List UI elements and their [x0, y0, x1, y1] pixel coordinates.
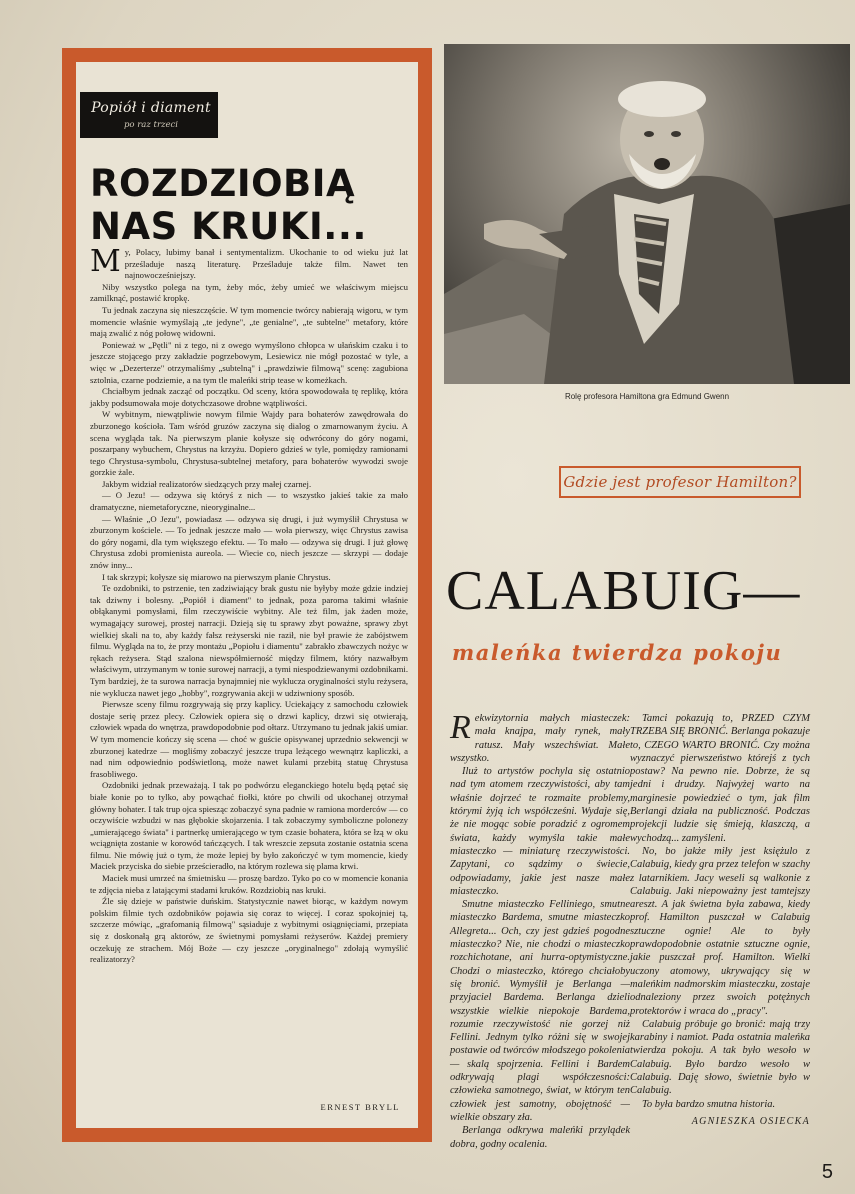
left-paragraph: Pierwsze sceny filmu rozgrywają się przy kaplicy. Uciekający z samochodu człowiek dostaje serię przez plecy. Człowiek opiera się o drzwi kaplicy, drzwi się otwierają, człowiek wpada do wnętrza, prawdopodobnie pod ołtarz. Utrzymano tu jednak jakiś umiar. W tym momencie kończy się scena — choć w guście opisywanej uprzednio sekwencji w zburzonej katedrze — mogliśmy zobaczyć jeszcze trupa leżącego wewnątrz kapliczki, a nad nim odpowiednio podświetloną, może nawet kulami przebitą statuę Chrystusa frasobliwego. [90, 699, 408, 779]
article-subtitle: maleńka twierdza pokoju [452, 640, 783, 665]
photo-caption: Rolę profesora Hamiltona gra Edmund Gwenn [564, 392, 730, 401]
right-column-2 [630, 712, 810, 1128]
portrait-illustration [444, 44, 850, 384]
article-tagline: Gdzie jest profesor Hamilton? [563, 473, 797, 491]
page-number: 5 [821, 1161, 833, 1183]
left-paragraph: Ponieważ w „Pętli" ni z tego, ni z owego wymyślono chłopca w ułańskim czaku i to jeszcze stojącego przy zakładzie pogrzebowym, Lesiewicz nie mógł pozostać w tyle, a więc w „Dezerterze" otrzymaliśmy „subtelną" i „prawdziwie filmową" scenę: zagubiona sztolnia, czarne podziemie, a na tym tle maleńki strip tease w komeżkach. [90, 339, 408, 385]
film-still-photo [444, 44, 850, 384]
article-title: CALABUIG— [446, 560, 801, 622]
drop-cap: M [90, 244, 121, 279]
left-paragraph: Te ozdobniki, to pstrzenie, ten zadziwiający brak gustu nie byłyby może gdzie indziej tak dziwny i bolesny. „Popiół i diament" to jednak, poza paroma takimi właśnie obłąkanymi pomysłami, film rzeczywiście wybitny. Ale też film, jak żaden może, wymagający surowej, prostej narracji. Dzieją się tu sprawy zbyt poważne, sprawy zbyt wielkiej skali na to, aby każdy fałsz reżyserski nie raził, nie był prawie że zabójstwem filmu. Wygląda na to, że przy montażu „Popiołu i diamentu" zabrakło zbawczych nożyc w rękach reżysera. Stąd szalona niewspółmierność między filmem, który nazwałbym właściwym, utrzymanym w tonie surowej narracji, a tymi niespodziewanymi ozdobnikami. Tym bardziej, że ta surowa narracja bynajmniej nie wyklucza oryginalności stylu reżysera, nie wyklucza nawet jego „hobby", rozgrywania akcji w udziwniony sposób. [90, 583, 408, 698]
left-article [76, 62, 418, 1128]
right-paragraph: No, bo jakże miły jest księżulo z Calabuig, kiedy gra przez telefon w szachy z latarnikiem. Jacy weseli są walkonie z Calabuig. Jaki niepoważny jest tamtejszy areszt. A jak świetna była zabawa, kiedy prof. Hamilton puszczał w Calabuig sztuczne ognie! Ale to były prawdopodobnie ostatnie sztuczne ognie, jakie puszczał prof. Hamilton. Wielki uczony atomowy, ukrywający się w maleńkim nadmorskim miasteczku, zostaje odnaleziony przez swoich potężnych protektorów i wraca do „pracy". [630, 845, 810, 1017]
right-paragraph: Tamci pokazują to, PRZED CZYM TRZEBA SIĘ BRONIĆ. Berlanga pokazuje to, CZEGO WARTO BRONIĆ. Czy można wyznaczyć pierwszeństwo którejś z tych postaw? Na pewno nie. Dobrze, że są jedni i drudzy. Najwyżej warto na marginesie powiedzieć o tym, jak film Berlangi działa na publiczność. Podczas projekcji ludzie się śmieją, klaszczą, a wychodzą... zamyśleni. [630, 713, 810, 844]
left-paragraph: Chciałbym jednak zacząć od początku. Od sceny, która spowodowała tę replikę, która jakby podsumowała moje dotychczasowe drobne wątpliwości. [90, 386, 408, 408]
left-paragraph: — Właśnie „O Jezu", powiadasz — odzywa się drugi, i już wymyślił Chrystusa w zburzonym kościele. — To jednak jeszcze mało — woła pierwszy, więc Chrystus zawisa do góry nogami, dla tym większego efektu. — To mało — odzywa się drugi. I już głowę Chrystusa zdobi promienista aureola. — Wiecie co, niech jeszcze — skrzypi — dodaje znów inny... [90, 513, 408, 571]
series-kicker [80, 92, 218, 138]
right-paragraph: Iluż to artystów pochyla się ostatnio nad tym atomem rzeczywistości, aby tam właśnie dojrzeć te rozmaite problemy, którymi żyją ich współcześni. Wydaje się, że nie mogąc sobie poradzić z ogromem świata, każdy wymyśla takie małe miasteczko — miniaturę rzeczywistości. Zapytani, co sądzimy o świecie, odpowiadamy, jakie jest nasze małe miasteczko. [450, 766, 630, 897]
left-first-paragraph: y, Polacy, lubimy banał i sentymentalizm. Ukochanie to od wieku już lat prześladuje naszą literaturę. Prześladuje także film. Nawet ten najnowocześniejszy. [124, 247, 408, 281]
left-paragraph: I tak skrzypi; kołysze się miarowo na pierwszym planie Chrystus. [102, 571, 331, 582]
left-paragraph: Maciek musi umrzeć na śmietnisku — proszę bardzo. Tyko po co w momencie konania te zdjęcia nieba z latającymi stadami kruków. Rozdziobią nas kruki. [90, 873, 408, 895]
right-signature: AGNIESZKA OSIECKA [691, 1115, 810, 1127]
right-paragraph: Smutne miasteczko Felliniego, smutne miasteczko Bardema, smutne miasteczko Allegreta... Och, czy jest gdzieś pogodne miasteczko? Nie, nie chodzi o miasteczko rozchichotane, ani hurra-optymistyczne. Chodzi o miasteczko, którego chciałoby się bronić. Wymyślił je Berlanga — przyjaciel Bardema. Berlanga dzieli wszystkie wielkie niepokoje Bardema, rozumie rzeczywistość nie gorzej niż Fellini. Jednym tylko różni się w swojej postawie od twórców młodszego pokolenia — skalą spojrzenia. Fellini i Bardem odkrywają plagi współczesności: człowieka samotnego, świat, w którym ten człowiek jest samotny, obojętność — wielkie obszary zła. [450, 899, 630, 1123]
right-paragraph: Calabuig próbuje go bronić: mają trzy karabiny i namiot. Pada ostatnia maleńka twierdza pokoju. A tak było wesoło w Calabuig. Było bardzo wesoło w Calabuig. Daję słowo, świetnie było w Calabuig. [630, 1018, 810, 1097]
left-paragraph: — O Jezu! — odzywa się któryś z nich — to wszystko jakieś takie za mało dramatyczne, niemetaforyczne, nieoryginalne... [90, 490, 408, 513]
right-paragraph: To była bardzo smutna historia. [642, 1098, 776, 1110]
right-column-1 [450, 709, 630, 1151]
left-article-frame [62, 48, 432, 1142]
article-tagline-box [559, 466, 801, 498]
left-headline: ROZDZIOBIĄ NAS KRUKI... [90, 162, 367, 248]
left-paragraph: Tu jednak zaczyna się nieszczęście. W tym momencie twórcy nabierają wigoru, w tym momencie właśnie wymyślają „te jedyne", „te genialne", „te subtelne" metafory, które mają zwalić z nóg połowę widowni. [90, 304, 408, 339]
left-paragraph: Niby wszystko polega na tym, żeby móc, żeby umieć we właściwym miejscu zamilknąć, postawić kropkę. [90, 281, 408, 304]
drop-cap: R [450, 709, 471, 746]
left-paragraph: Ozdobniki jednak przeważają. I tak po podwórzu eleganckiego hotelu będą pętać się białe konie po to tylko, aby powąchać fiołki, które po chwili od ukochanej otrzymał główny bohater. I tak trup ojca spiesząc zobaczyć syna padnie w ramiona morderców — co oczywiście wzbudzi w nas głębokie skojarzenia. I tak zobaczymy symboliczne polonezy „umierającego świata" i partnerkę umierającego w tym czasie bohatera, która se łzą w oku wciągnięta zostanie w korowód tańczących. I tak wreszcie zepsuta zostanie ostatnia scena filmu. Nie mówię już o tym, że może lepiej by było zakończyć w tym momencie, kiedy Maciek przyciska do siebie prześcieradło, na którym rozlewa się plama krwi. [90, 780, 408, 872]
kicker-subtitle: po raz trzeci [123, 120, 179, 130]
left-paragraph: Jakbym widział realizatorów siedzących przy małej czarnej. [102, 478, 312, 489]
right-first-paragraph: ekwizytornia małych miasteczek: mała knajpa, mały rynek, mały ratusz. Mały wszechświat. Małe wszystko. [450, 713, 630, 764]
right-paragraph: Berlanga odkrywa maleńki przylądek dobra, godny ocalenia. [450, 1125, 630, 1150]
left-paragraph: W wybitnym, niewątpliwie nowym filmie Wajdy para bohaterów zawędrowała do zburzonego kościoła. Tam wśród gruzów zaczyna się dialog o zmarnowanym życiu. A scena wygląda tak. Na pierwszym planie kołysze się odwrócony do góry nogami, poszarpany wybuchem, Chrystus na krzyżu. Dopiero gdzieś w tyle, pomiędzy ramionami tego Chrystusa-symbolu, Chrystusa-subtelnej metafory, para bohaterów wywodzi swoje gorzkie żale. [90, 409, 408, 478]
kicker-title: Popiół i diament [91, 100, 211, 116]
left-article-body [90, 244, 408, 966]
left-paragraph: Źle się dzieje w państwie duńskim. Statystycznie nawet biorąc, w każdym nowym polskim filmie tych ozdobników pojawia się coraz to więcej. I coraz spokojniej tą, szczerze mówiąc, „grafomanią filmową" sąsiaduje z wybitnymi osiągnięciami, przepiata się z doskonałą grą aktorów, ze świetnymi pomysłami reżyserów. Każdej premiery oczekuję ze strachem. Mój Boże — czy jeszcze „oryginalnego" zdołają wymyślić realizatorzy? [90, 896, 408, 965]
left-signature: ERNEST BRYLL [320, 1102, 400, 1112]
